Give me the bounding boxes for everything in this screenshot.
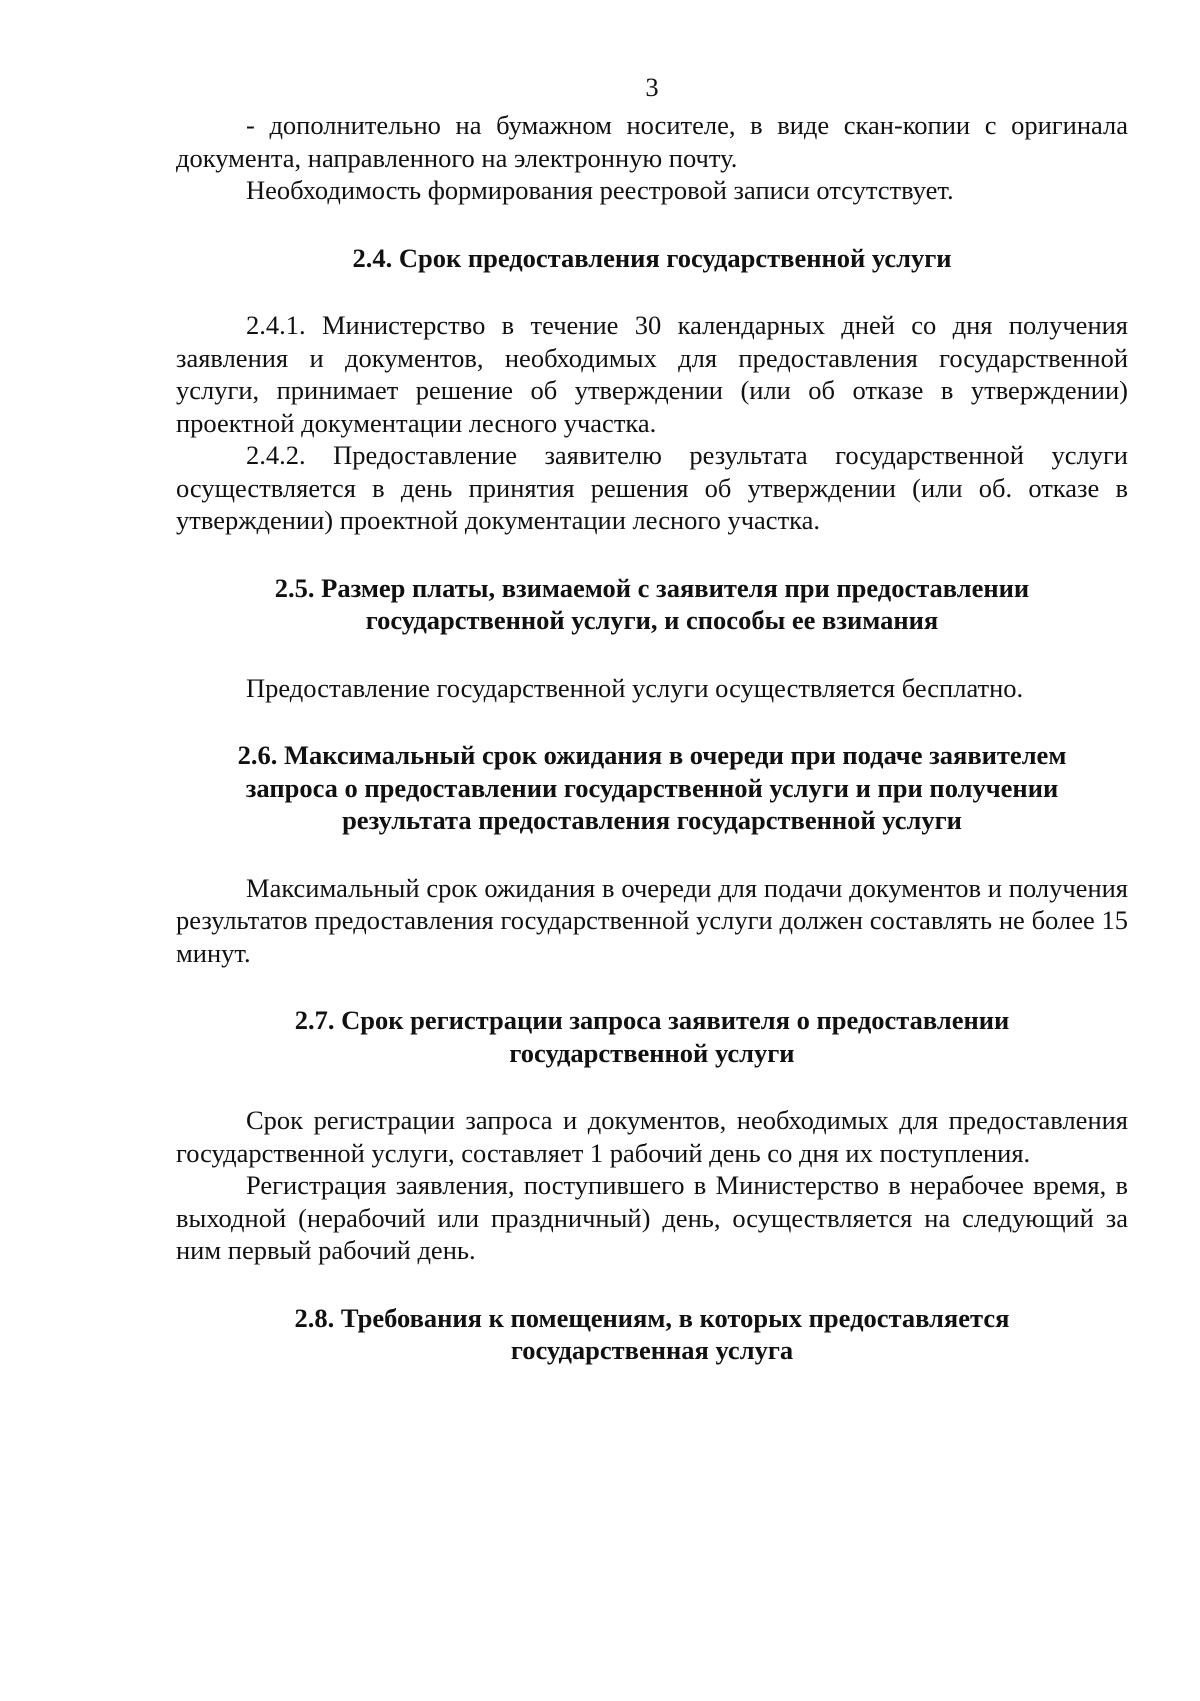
section-2-6-heading bbox=[176, 739, 1128, 837]
section-2-7-paragraph-1: Срок регистрации запроса и документов, необходимых для предоставления государственной услуги, составляет 1 рабочий день со дня их поступления. bbox=[176, 1105, 1128, 1168]
section-2-6-heading-line-3: результата предоставления государственной услуги bbox=[342, 805, 962, 835]
page-number: 3 bbox=[645, 72, 659, 102]
section-2-7-paragraph-2: Регистрация заявления, поступившего в Министерство в нерабочее время, в выходной (нерабочий или праздничный) день, осуществляется на следующий за ним первый рабочий день. bbox=[176, 1170, 1128, 1265]
section-2-7-heading-line-1: 2.7. Срок регистрации запроса заявителя о предоставлении bbox=[294, 1005, 1010, 1035]
section-2-8-heading-line-2: государственная услуга bbox=[510, 1335, 794, 1365]
section-2-4-heading: 2.4. Срок предоставления государственной услуги bbox=[352, 242, 952, 273]
section-2-6-paragraph-1: Максимальный срок ожидания в очереди для подачи документов и получения результатов предоставления государственной услуги должен составлять не более 15 минут. bbox=[176, 872, 1128, 968]
section-2-4-paragraph-1: 2.4.1. Министерство в течение 30 календарных дней со дня получения заявления и документов, необходимых для предоставления государственной услуги, принимает решение об утверждении (или об отказе в утверждении) проектной документации лесного участка. bbox=[176, 310, 1128, 438]
section-2-8-heading bbox=[176, 1302, 1128, 1367]
section-2-7-heading bbox=[176, 1004, 1128, 1069]
section-2-4-paragraph-2: 2.4.2. Предоставление заявителю результата государственной услуги осуществляется в день принятия решения об утверждении (или об. отказе в утверждении) проектной документации лесного участка. bbox=[176, 440, 1128, 535]
section-2-5-heading-line-2: государственной услуги, и способы ее взимания bbox=[365, 605, 939, 635]
intro-paragraph-1: - дополнительно на бумажном носителе, в виде скан-копии с оригинала документа, направленного на электронную почту. bbox=[176, 110, 1128, 173]
section-2-5-heading bbox=[176, 572, 1128, 637]
page-content bbox=[176, 66, 1128, 1367]
section-2-8-heading-line-1: 2.8. Требования к помещениям, в которых предоставляется bbox=[294, 1302, 1010, 1333]
section-2-5-paragraph-1: Предоставление государственной услуги осуществляется бесплатно. bbox=[246, 672, 1024, 703]
section-2-7-heading-line-2: государственной услуги bbox=[509, 1037, 795, 1068]
section-2-5-heading-line-1: 2.5. Размер платы, взимаемой с заявителя при предоставлении bbox=[274, 572, 1030, 603]
section-2-6-heading-line-2: запроса о предоставлении государственной услуги и при получении bbox=[245, 772, 1059, 803]
section-2-6-heading-line-1: 2.6. Максимальный срок ожидания в очереди при подаче заявителем bbox=[237, 740, 1067, 770]
intro-paragraph-2: Необходимость формирования реестровой записи отсутствует. bbox=[246, 175, 954, 205]
